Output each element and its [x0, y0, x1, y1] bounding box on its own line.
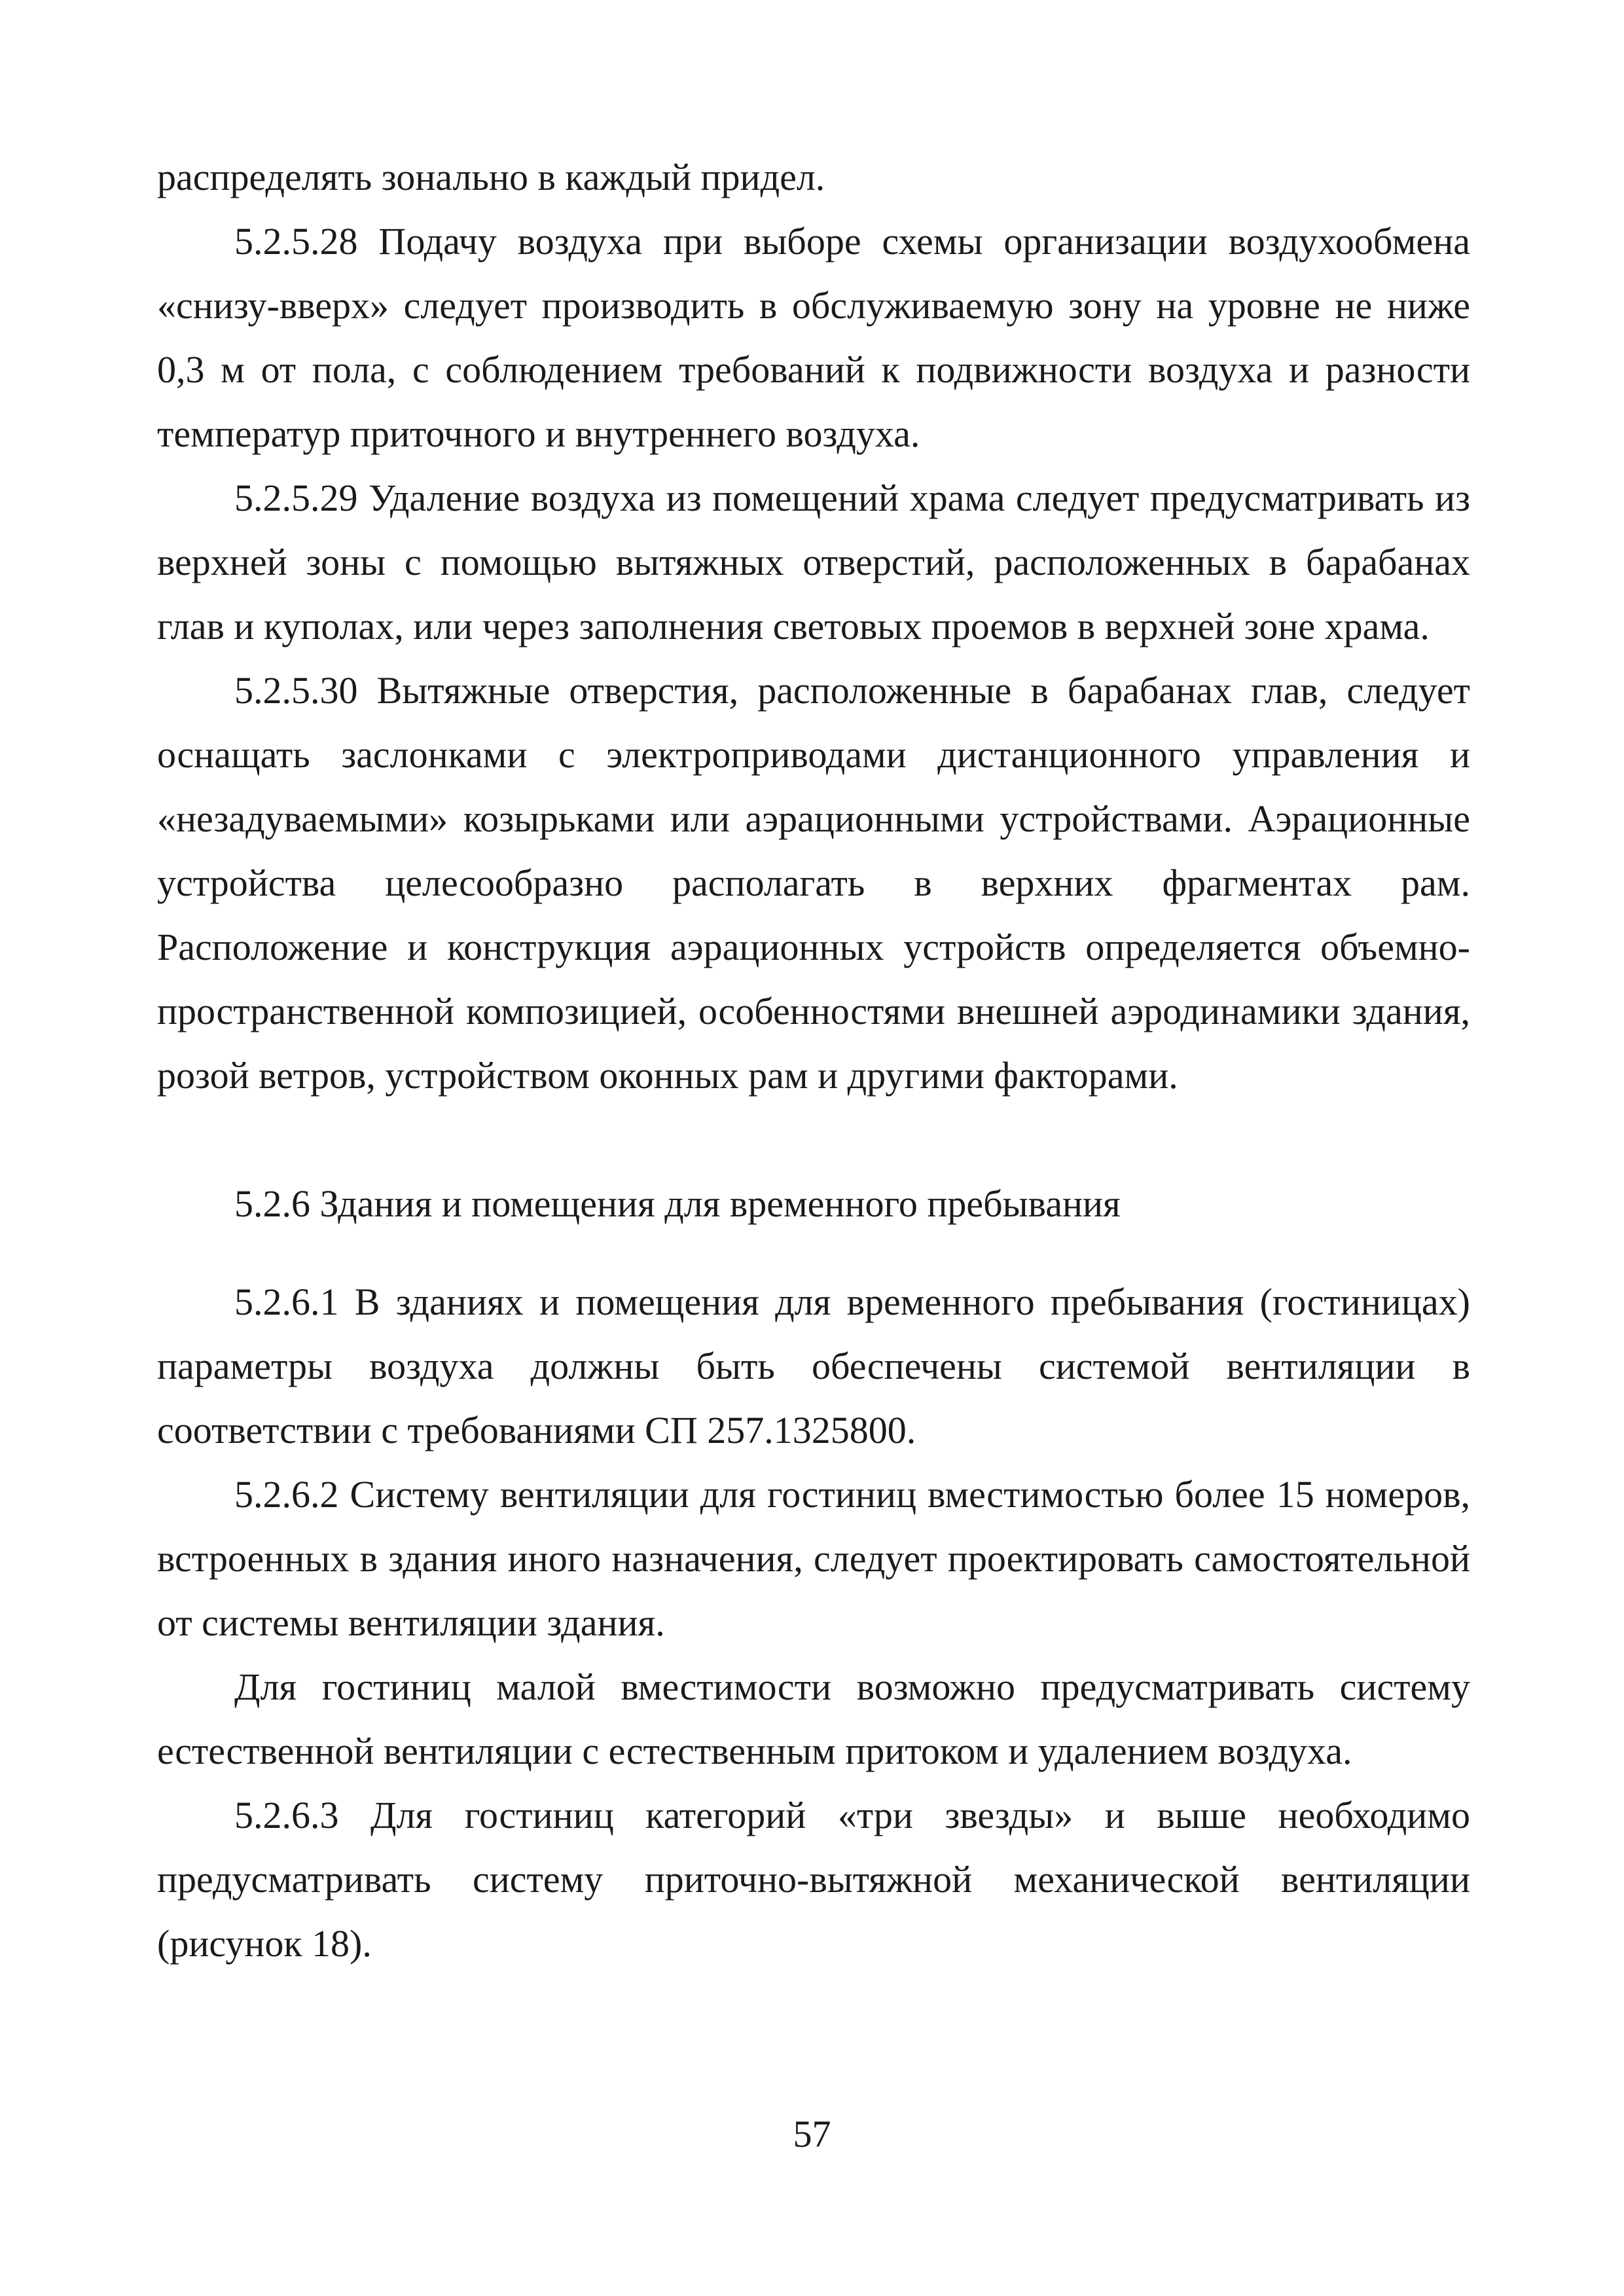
paragraph-5-2-5-29: 5.2.5.29 Удаление воздуха из помещений храма следует предусматривать из верхней зоны с помощью вытяжных отверстий, расположенных в барабанах глав и куполах, или через заполнения световых проемов в верхней зоне храма. [157, 477, 1470, 647]
section-heading-5-2-6: 5.2.6 Здания и помещения для временного пребывания [234, 1182, 1121, 1225]
paragraph-5-2-6-1: 5.2.6.1 В зданиях и помещения для временного пребывания (гостиницах) параметры воздуха должны быть обеспечены системой вентиляции в соответствии с требованиями СП 257.1325800. [157, 1281, 1470, 1451]
page-number: 57 [793, 2113, 831, 2155]
paragraph-5-2-6-2: 5.2.6.2 Систему вентиляции для гостиниц вместимостью более 15 номеров, встроенных в здания иного назначения, следует проектировать самостоятельной от системы вентиляции здания. [157, 1473, 1470, 1644]
text-body [157, 145, 1470, 1976]
paragraph-small-hotels: Для гостиниц малой вместимости возможно предусматривать систему естественной вентиляции с естественным притоком и удалением воздуха. [157, 1666, 1470, 1772]
paragraph-5-2-6-3: 5.2.6.3 Для гостиниц категорий «три звезды» и выше необходимо предусматривать систему приточно-вытяжной механической вентиляции (рисунок 18). [157, 1794, 1470, 1965]
paragraph-5-2-5-30: 5.2.5.30 Вытяжные отверстия, расположенные в барабанах глав, следует оснащать заслонками с электроприводами дистанционного управления и «незадуваемыми» козырьками или аэрационными устройствами. Аэрационные устройства целесообразно располагать в верхних фрагментах рам. Расположение и конструкция аэрационных устройств определяется объемно-пространственной композицией, особенностями внешней аэродинамики здания, розой ветров, устройством оконных рам и другими факторами. [157, 669, 1470, 1097]
paragraph-continuation: распределять зонально в каждый придел. [157, 156, 825, 198]
paragraph-5-2-5-28: 5.2.5.28 Подачу воздуха при выборе схемы организации воздухообмена «снизу-вверх» следует производить в обслуживаемую зону на уровне не ниже 0,3 м от пола, с соблюдением требований к подвижности воздуха и разности температур приточного и внутреннего воздуха. [157, 220, 1470, 455]
